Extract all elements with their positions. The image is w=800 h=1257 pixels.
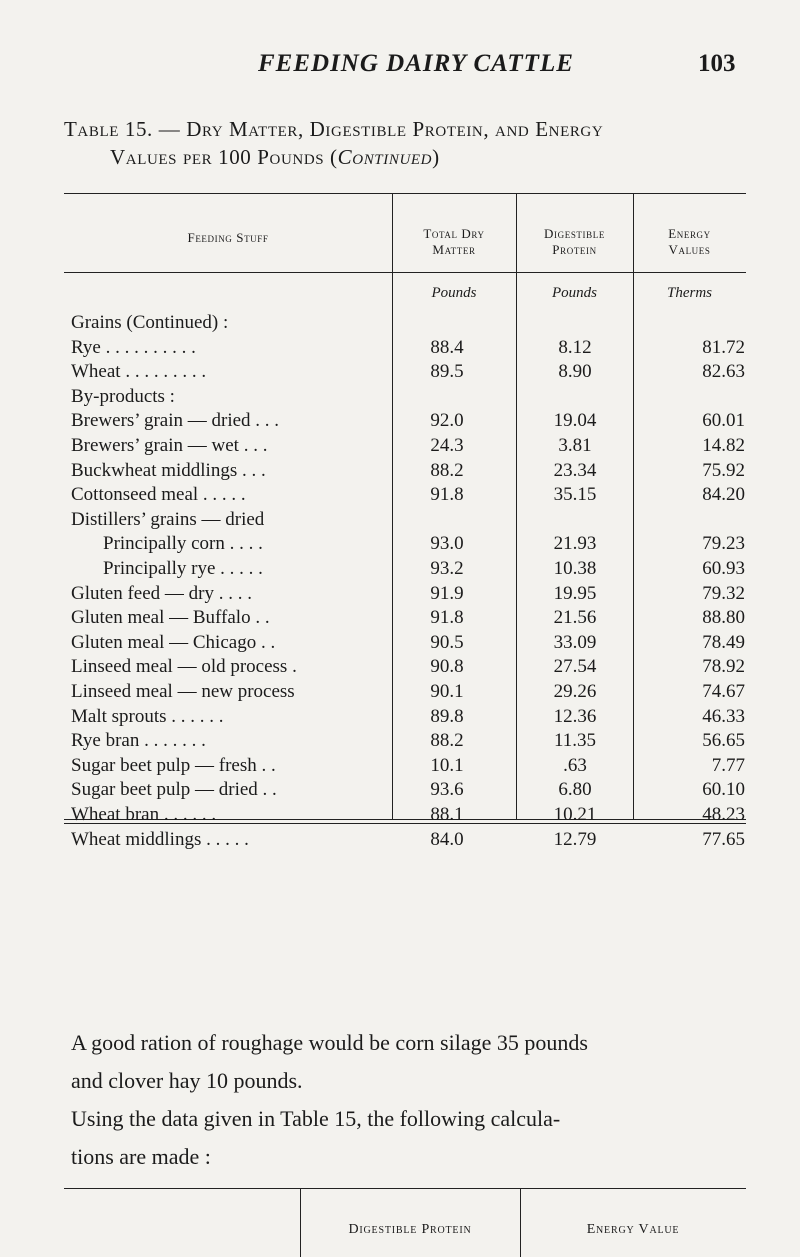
dry-matter-value: 90.1	[430, 681, 464, 702]
paragraph-line: Using the data given in Table 15, the following calcula-	[71, 1106, 561, 1131]
protein-value: .63	[563, 754, 587, 776]
table-row	[0, 533, 800, 557]
feeding-stuff-name: Linseed meal — old process .	[71, 656, 297, 678]
dry-matter-value: 91.9	[430, 582, 464, 604]
protein-value: 21.93	[553, 533, 597, 555]
table-row	[0, 829, 800, 853]
protein-value: 3.81	[558, 435, 592, 456]
protein-value: 19.04	[553, 410, 597, 432]
dry-matter-value: 90.8	[430, 656, 464, 678]
table-row	[0, 804, 800, 828]
paragraph-line: A good ration of roughage would be corn silage 35 pounds	[71, 1030, 588, 1055]
energy-value: 46.33	[702, 705, 745, 727]
table-row	[0, 779, 800, 803]
table-row	[0, 583, 800, 607]
protein-value: 12.36	[553, 705, 597, 727]
column-header-protein: Digestible Protein	[348, 1222, 472, 1237]
feeding-stuff-name: Brewers’ grain — wet . . .	[71, 435, 268, 456]
energy-value: 74.67	[702, 681, 745, 702]
protein-value: 33.09	[553, 631, 597, 653]
feeding-stuff-name: Brewers’ grain — dried . . .	[71, 410, 280, 432]
table-row	[0, 681, 800, 705]
table-row	[0, 312, 800, 336]
dry-matter-value: 93.2	[430, 558, 464, 579]
dry-matter-value: 88.4	[430, 336, 464, 358]
protein-value: 27.54	[553, 656, 597, 678]
feeding-stuff-name: Wheat middlings . . . . .	[71, 828, 249, 850]
energy-value: 48.23	[702, 804, 745, 825]
table-row	[0, 386, 800, 410]
table-header-rule	[64, 272, 746, 273]
energy-value: 78.92	[702, 656, 745, 678]
table-row	[0, 558, 800, 582]
feeding-stuff-name: Sugar beet pulp — fresh . .	[71, 754, 276, 776]
column-header-energy: Energy Values	[668, 226, 711, 257]
feeding-stuff-name: Gluten meal — Buffalo . .	[71, 607, 270, 629]
table-row	[0, 435, 800, 459]
table-top-rule	[64, 193, 746, 194]
feeding-stuff-name: Linseed meal — new process	[71, 681, 295, 702]
dry-matter-value: 89.8	[430, 705, 464, 727]
protein-value: 6.80	[558, 779, 592, 801]
feeding-stuff-name: Wheat bran . . . . . .	[71, 804, 217, 825]
dry-matter-value: 88.2	[430, 730, 464, 752]
energy-value: 79.32	[702, 582, 745, 604]
feeding-stuff-name: Distillers’ grains — dried	[71, 508, 265, 530]
dry-matter-value: 89.5	[430, 361, 464, 383]
column-header-dry-matter: Total Dry Matter	[423, 226, 485, 257]
energy-value: 79.23	[702, 533, 745, 555]
energy-value: 75.92	[702, 459, 745, 481]
table-row	[0, 755, 800, 779]
table-row	[0, 632, 800, 656]
feeding-stuff-name: Gluten feed — dry . . . .	[71, 582, 252, 604]
energy-value: 60.01	[702, 410, 745, 432]
dry-matter-value: 88.1	[430, 804, 464, 825]
protein-value: 19.95	[553, 582, 597, 604]
page-number: 103	[698, 50, 736, 77]
column-header-protein: Digestible Protein	[544, 226, 605, 257]
dry-matter-value: 91.8	[430, 484, 464, 506]
feeding-stuff-name: Principally rye . . . . .	[103, 558, 263, 579]
dry-matter-value: 88.2	[430, 459, 464, 481]
feeding-stuff-name: Grains (Continued) :	[71, 312, 229, 333]
running-header-title: FEEDING DAIRY CATTLE	[258, 50, 574, 77]
table-row	[0, 509, 800, 533]
dry-matter-value: 93.6	[430, 779, 464, 801]
feeding-stuff-name: Wheat . . . . . . . . .	[71, 361, 207, 383]
table-row	[0, 730, 800, 754]
dry-matter-value: 92.0	[430, 410, 464, 432]
protein-value: 10.38	[553, 558, 597, 579]
protein-value: 35.15	[553, 484, 597, 506]
energy-value: 78.49	[702, 631, 745, 653]
feeding-stuff-name: By-products :	[71, 385, 175, 407]
dry-matter-value: 84.0	[430, 828, 464, 850]
table-row	[0, 706, 800, 730]
table-caption: Table 15. — Dry Matter, Digestible Protein, and Energy	[64, 117, 604, 141]
energy-value: 88.80	[702, 607, 745, 629]
table-row	[0, 607, 800, 631]
energy-value: 77.65	[702, 828, 745, 850]
energy-value: 56.65	[702, 730, 745, 752]
feeding-stuff-name: Malt sprouts . . . . . .	[71, 705, 224, 727]
protein-value: 29.26	[553, 681, 597, 702]
table-row	[0, 656, 800, 680]
column-header-feeding-stuff: Feeding Stuff	[187, 230, 269, 245]
feeding-stuff-name: Gluten meal — Chicago . .	[71, 631, 276, 653]
energy-value: 84.20	[702, 484, 745, 506]
feeding-stuff-name: Sugar beet pulp — dried . .	[71, 779, 277, 801]
table-row	[0, 337, 800, 361]
energy-value: 82.63	[702, 361, 745, 383]
energy-value: 7.77	[711, 754, 745, 776]
dry-matter-value: 10.1	[430, 754, 464, 776]
unit-label: Pounds	[431, 285, 477, 301]
protein-value: 23.34	[553, 459, 597, 481]
feeding-stuff-name: Rye . . . . . . . . . .	[71, 336, 196, 358]
unit-label: Pounds	[552, 285, 597, 301]
feeding-stuff-name: Rye bran . . . . . . .	[71, 730, 206, 752]
table-row	[0, 460, 800, 484]
dry-matter-value: 91.8	[430, 607, 464, 629]
protein-value: 11.35	[553, 730, 597, 752]
dry-matter-value: 90.5	[430, 631, 464, 653]
dry-matter-value: 93.0	[430, 533, 464, 555]
column-header-energy: Energy Value	[586, 1222, 680, 1237]
energy-value: 60.93	[702, 558, 745, 579]
feeding-stuff-name: Cottonseed meal . . . . .	[71, 484, 246, 506]
feeding-stuff-name: Buckwheat middlings . . .	[71, 459, 266, 481]
energy-value: 14.82	[702, 435, 745, 456]
protein-value: 21.56	[553, 607, 597, 629]
paragraph-line: tions are made :	[71, 1144, 211, 1169]
table-row	[0, 361, 800, 385]
table-caption-line2: Values per 100 Pounds (Continued)	[110, 145, 440, 169]
energy-value: 81.72	[702, 336, 745, 358]
protein-value: 12.79	[553, 828, 597, 850]
table-top-rule	[64, 1188, 746, 1189]
energy-value: 60.10	[702, 779, 745, 801]
unit-label: Therms	[666, 285, 712, 301]
table-row	[0, 410, 800, 434]
paragraph-line: and clover hay 10 pounds.	[71, 1068, 303, 1093]
feeding-stuff-name: Principally corn . . . .	[103, 533, 263, 555]
table-row	[0, 484, 800, 508]
protein-value: 8.12	[558, 336, 592, 358]
dry-matter-value: 24.3	[430, 435, 464, 456]
protein-value: 8.90	[558, 361, 592, 383]
protein-value: 10.21	[553, 804, 597, 825]
